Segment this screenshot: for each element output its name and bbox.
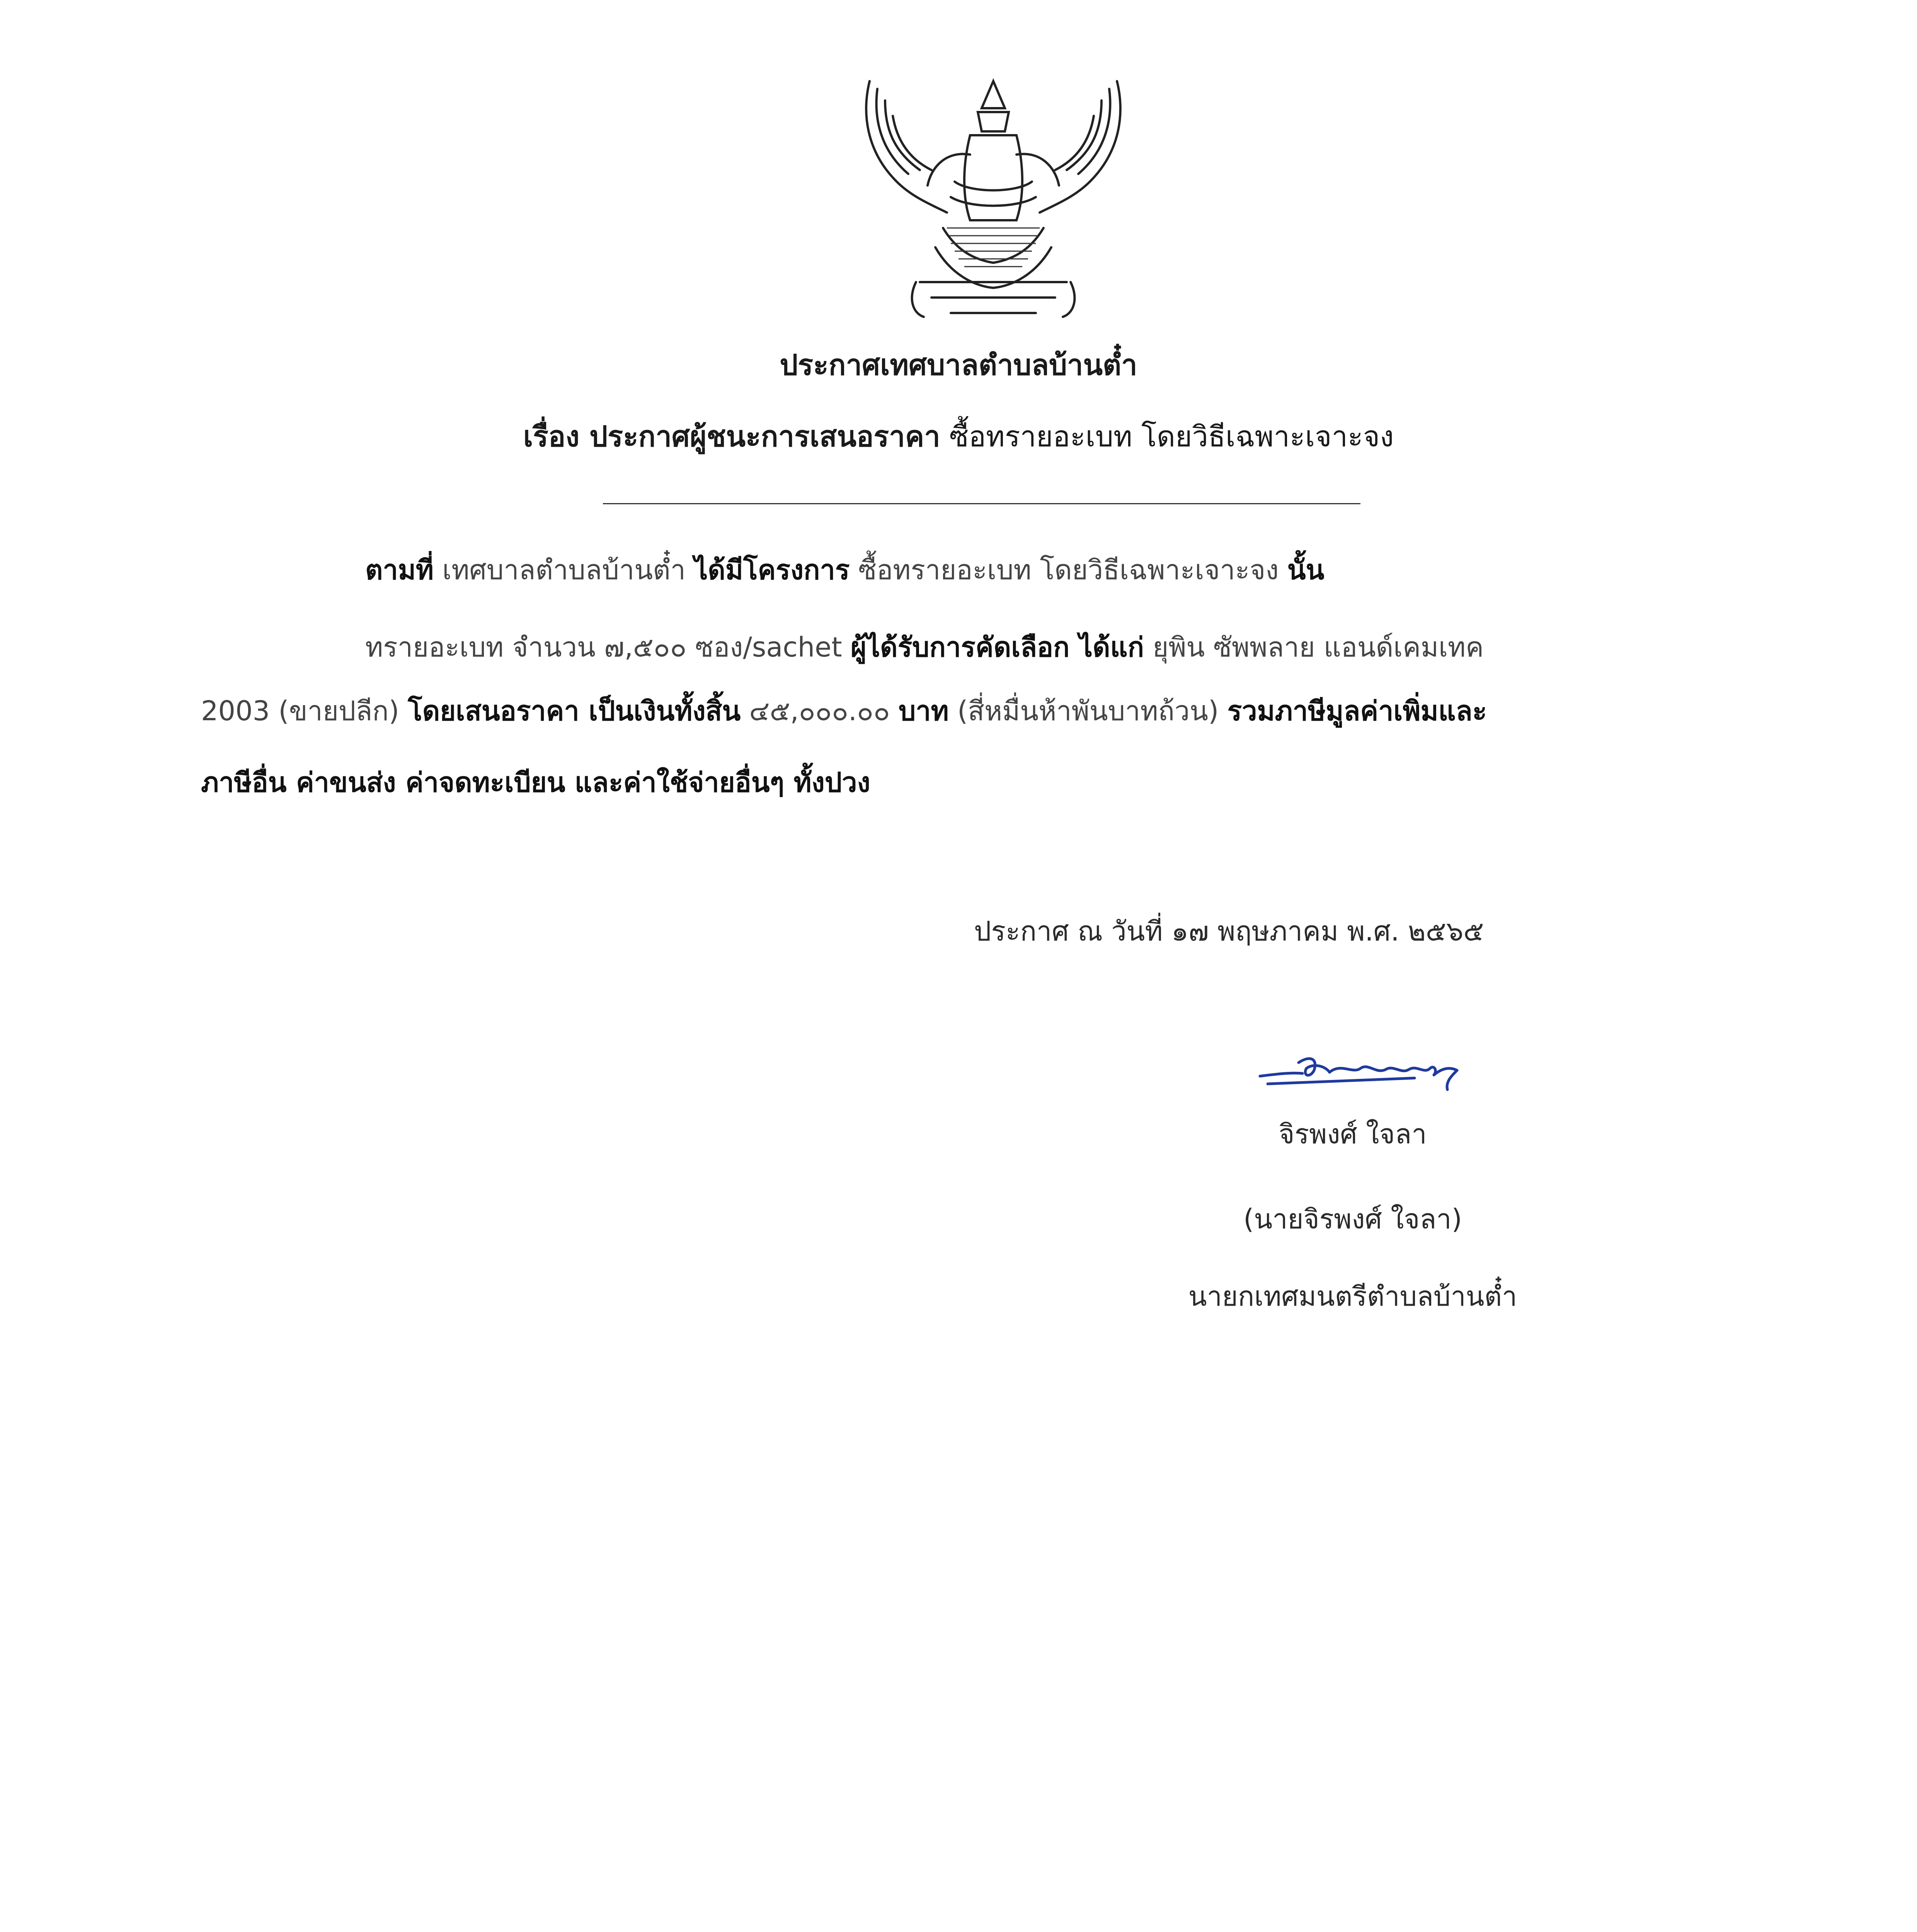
announcement-title: ประกาศเทศบาลตำบลบ้านต๋ำ [780, 349, 1137, 382]
body-text: ซื้อทรายอะเบท โดยวิธีเฉพาะเจาะจง [850, 554, 1287, 586]
subject-bold: เรื่อง ประกาศผู้ชนะการเสนอราคา [523, 420, 940, 453]
garuda-emblem-icon [854, 66, 1132, 332]
body-text: 2003 (ขายปลีก) [201, 695, 408, 727]
body-text: ตามที่ [365, 554, 434, 586]
signature-icon [1252, 1039, 1469, 1097]
body-line-1 [365, 549, 1324, 591]
signatory-full-name: (นายจิรพงศ์ ใจลา) [1243, 1203, 1462, 1235]
announcement-subject [0, 415, 1917, 458]
body-text: รวมภาษีมูลค่าเพิ่มและ [1227, 695, 1487, 727]
body-text: ทรายอะเบท จำนวน ๗,๕๐๐ ซอง/sachet [365, 631, 851, 663]
signatory-name: จิรพงศ์ ใจลา [1279, 1118, 1427, 1150]
body-line-3 [201, 690, 1487, 732]
body-text: (สี่หมื่นห้าพันบาทถ้วน) [948, 695, 1227, 727]
body-text: ๔๕,๐๐๐.๐๐ [741, 695, 899, 727]
body-text: ได้มีโครงการ [694, 554, 850, 586]
signatory-position: นายกเทศมนตรีตำบลบ้านต๋ำ [1188, 1281, 1517, 1312]
body-line-4 [201, 761, 870, 804]
date-value: ๑๗ พฤษภาคม พ.ศ. ๒๕๖๕ [1163, 915, 1484, 947]
body-text: ยุพิน ซัพพลาย แอนด์เคมเทค [1144, 631, 1484, 663]
divider [603, 503, 1360, 504]
body-text: เทศบาลตำบลบ้านต๋ำ [434, 554, 695, 586]
body-text: ภาษีอื่น ค่าขนส่ง ค่าจดทะเบียน และค่าใช้จ่ายอื่นๆ ทั้งปวง [201, 767, 870, 798]
announcement-date [974, 910, 1484, 952]
body-text: บาท [898, 695, 949, 727]
body-text: นั้น [1287, 554, 1325, 586]
body-line-2 [365, 626, 1484, 668]
subject-rest: ซื้อทรายอะเบท โดยวิธีเฉพาะเจาะจง [940, 420, 1394, 453]
body-text: โดยเสนอราคา เป็นเงินทั้งสิ้น [408, 695, 741, 727]
body-text: ผู้ได้รับการคัดเลือก ได้แก่ [850, 631, 1144, 663]
date-prefix: ประกาศ ณ วันที่ [974, 915, 1163, 947]
